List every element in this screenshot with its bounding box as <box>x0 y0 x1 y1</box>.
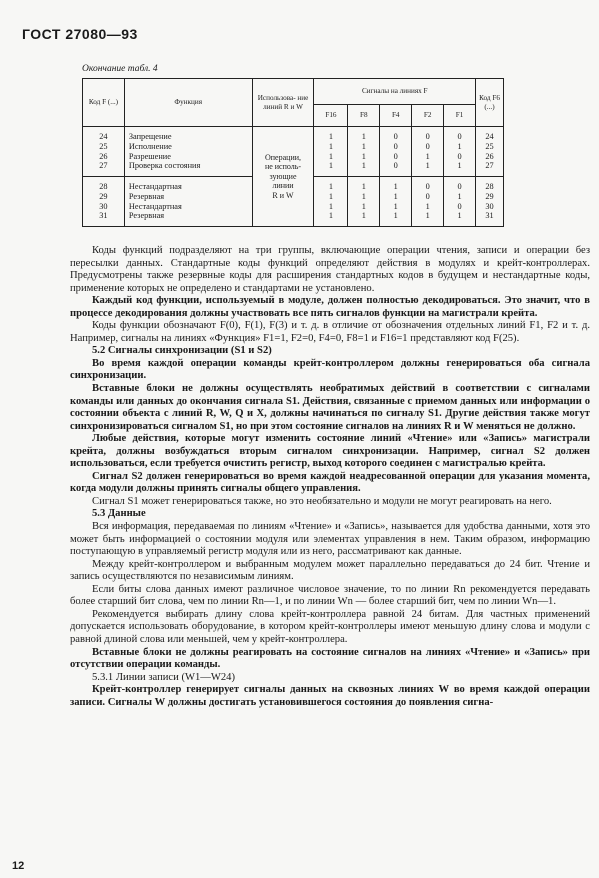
table-row-group1 <box>83 127 504 177</box>
col-signals: Сигналы на линиях F <box>314 79 476 105</box>
functions-group2: Нестандартная Резервная Нестандартная Резервная <box>124 177 252 227</box>
paragraph: Если биты слова данных имеют различное числовое значение, то по линии Rn рекомендуется передавать более старший бит слова, чем по линии Rn—1, и по линии Wn — более старший бит, чем по линии Wn—1. <box>70 583 590 608</box>
section-heading-5-2: 5.2 Сигналы синхронизации (S1 и S2) <box>92 345 272 357</box>
code2-group2: 28 29 30 31 <box>476 177 504 227</box>
col-code2: Код F6 (...) <box>476 79 504 127</box>
f2-group1: 0 0 1 1 <box>412 127 444 177</box>
paragraph: Коды функций подразделяют на три группы, включающие операции чтения, записи и операции без пересылки данных. Стандартные коды функций определяют действия в модулях и крейт-контроллерах. Предусмотрены также резервные коды для расширения стандартных кодов в будущем и нестандартные коды, применение которых не определено и стандартами не установлено. <box>70 245 590 294</box>
paragraph: Крейт-контроллер генерирует сигналы данных на сквозных линиях W во время каждой операции записи. Сигналы W должны достигать установившегося состояния до появления сигна- <box>70 684 590 708</box>
col-f4: F4 <box>380 105 412 127</box>
paragraph: Любые действия, которые могут изменить состояние линий «Чтение» или «Запись» магистрали крейта, должны возбуждаться вторым сигналом синхронизации. Например, сигнал S2 должен использоваться, если требуется очистить регистр, выход которого соединен с магистралью крейта. <box>70 433 590 470</box>
f2-group2: 0 0 1 1 <box>412 177 444 227</box>
col-f16: F16 <box>314 105 348 127</box>
f4-group2: 1 1 1 1 <box>380 177 412 227</box>
col-f2: F2 <box>412 105 444 127</box>
f1-group1: 0 1 0 1 <box>444 127 476 177</box>
paragraph: Коды функции обозначают F(0), F(1), F(3) и т. д. в отличие от обозначения отдельных линий F1, F2 и т. д. Например, сигналы на линиях «Функция» F1=1, F2=0, F4=0, F8=1 и F16=1 представляют код F(25). <box>70 320 590 344</box>
section-heading-5-3-1: 5.3.1 Линии записи (W1—W24) <box>92 671 235 683</box>
col-f8: F8 <box>348 105 380 127</box>
table-caption: Окончание табл. 4 <box>82 64 158 74</box>
paragraph: Сигнал S2 должен генерироваться во время каждой неадресованной операции для указания момента, когда модули должны принять сигналы общего управления. <box>70 470 590 495</box>
body-text <box>70 245 590 709</box>
col-f1: F1 <box>444 105 476 127</box>
paragraph: Между крейт-контроллером и выбранным модулем может параллельно передаваться до 24 бит. Чтение и запись осуществляются по независимым линиям. <box>70 558 590 583</box>
function-codes-table <box>82 78 504 227</box>
paragraph: Сигнал S1 может генерироваться также, но это необязательно и модули не могут реагировать на него. <box>92 495 552 507</box>
functions-group1: Запрещение Исполнение Разрешение Проверка состояния <box>124 127 252 177</box>
page-header: ГОСТ 27080—93 <box>22 26 138 42</box>
ops-cell: Операции, не исполь- зующие линии R и W <box>252 127 314 227</box>
col-function: Функция <box>124 79 252 127</box>
codes-group2: 28 29 30 31 <box>83 177 125 227</box>
f16-group1: 1 1 1 1 <box>314 127 348 177</box>
paragraph: Каждый код функции, используемый в модуле, должен полностью декодироваться. Это значит, что в процессе декодирования должны участвовать все пять сигналов функции на магистрали крейта. <box>70 295 590 319</box>
paragraph: Вставные блоки не должны реагировать на состояние сигналов на линиях «Чтение» и «Запись» при отсутствии операции команды. <box>70 646 590 671</box>
f16-group2: 1 1 1 1 <box>314 177 348 227</box>
f8-group2: 1 1 1 1 <box>348 177 380 227</box>
f8-group1: 1 1 1 1 <box>348 127 380 177</box>
code2-group1: 24 25 26 27 <box>476 127 504 177</box>
paragraph: Во время каждой операции команды крейт-контроллером должны генерироваться оба сигнала синхронизации. <box>70 357 590 382</box>
paragraph: Рекомендуется выбирать длину слова крейт-контроллера равной 24 битам. Для частных применений допускается использовать оборудование, в котором крейт-контроллеры имеют меньшую длину слова и модули с равной длиной слова или меньшей, чем у крейт-контроллера. <box>70 608 590 645</box>
col-code: Код F (...) <box>83 79 125 127</box>
codes-group1: 24 25 26 27 <box>83 127 125 177</box>
paragraph: Вставные блоки не должны осуществлять необратимых действий в соответствии с сигналами команды или данных до окончания сигнала S1. Действия, связанные с приемом данных или информации о состоянии объекта с линий R, W, Q и X, должны начинаться по сигналу S1. Другие действия также могут синхронизироваться сигналом S1, но при этом состояние сигналов на линиях R и W меняться не должно. <box>70 383 590 432</box>
paragraph: Вся информация, передаваемая по линиям «Чтение» и «Запись», называется для удобства данными, хотя это может быть информацией о состоянии модуля или элементах управления в нем. Таким образом, информацию поступающую в управляемый регистр модуля или из него, рассматривают как данные. <box>70 521 590 558</box>
f4-group1: 0 0 0 0 <box>380 127 412 177</box>
page-number: 12 <box>12 860 25 872</box>
col-use: Использова- ние линий R и W <box>252 79 314 127</box>
section-heading-5-3: 5.3 Данные <box>92 508 146 520</box>
f1-group2: 0 1 0 1 <box>444 177 476 227</box>
